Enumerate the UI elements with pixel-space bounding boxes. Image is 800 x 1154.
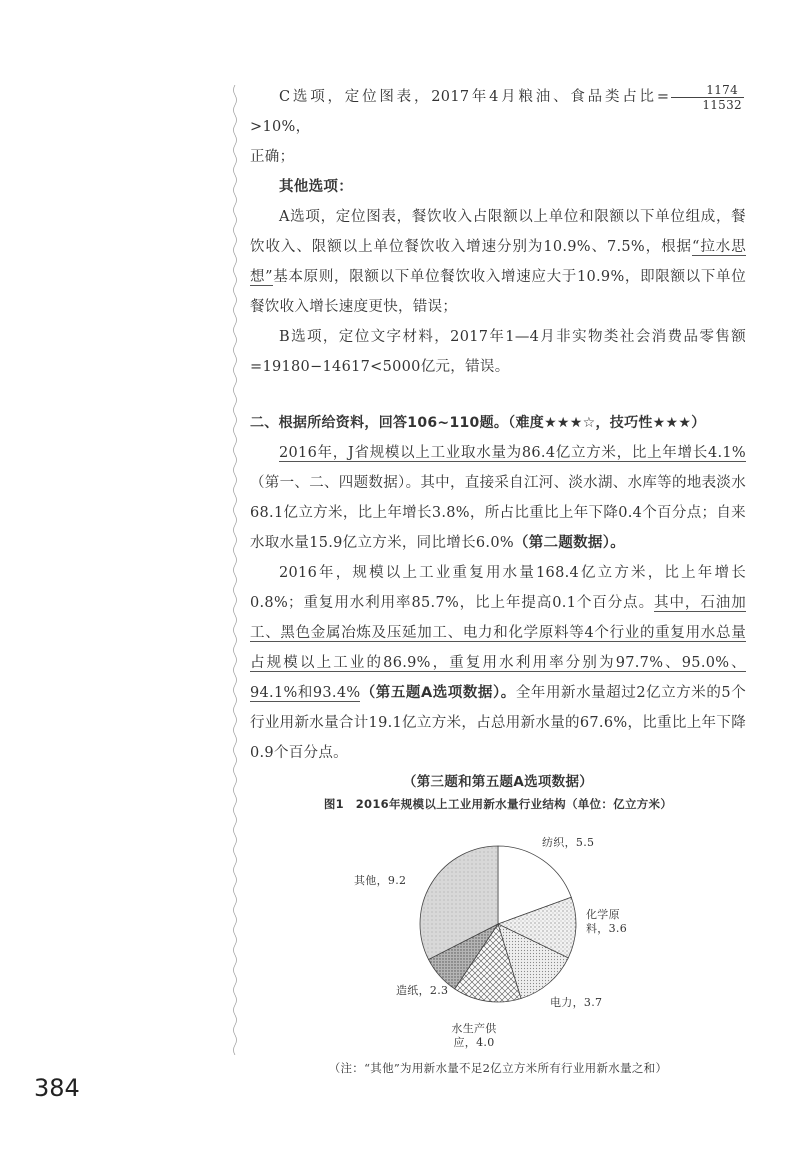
- option-c-verdict: 正确；: [250, 149, 295, 165]
- pie-chart: [250, 814, 746, 1054]
- paragraph-1-text: （第一、二、四题数据）。其中，直接采自江河、淡水湖、水库等的地表淡水68.1亿立方米，比上年增长3.8%，所占比重比上年下降0.4个百分点；自来水取水量15.9亿立方米，同比增长6.0%: [250, 475, 746, 551]
- chart-title: 图1 2016年规模以上工业用新水量行业结构（单位：亿立方米）: [323, 797, 673, 811]
- material-paragraph-1: [250, 438, 746, 558]
- chart-note: （注：“其他”为用新水量不足2亿立方米所有行业用新水量之和）: [328, 1061, 668, 1075]
- page-number: 384: [34, 1074, 80, 1102]
- pie-label-1: 纺织，5.5: [542, 836, 595, 849]
- option-c-compare: >10%，: [250, 119, 311, 135]
- pie-label-3: 电力，3.7: [550, 996, 603, 1009]
- option-a-text-2: 基本原则，限额以下单位餐饮收入增速应大于10.9%，即限额以下单位餐饮收入增长速度更快，错误；: [250, 269, 746, 315]
- pie-label-6: 其他，9.2: [354, 874, 407, 887]
- pie-chart-svg: [250, 814, 746, 1054]
- paragraph-2-text-1: 2016年，规模以上工业重复用水量168.4亿立方米，比上年增长0.8%；重复用水利用率85.7%，比上年提高0.1个百分点。: [250, 565, 746, 611]
- pie-label-5: 造纸，2.3: [396, 984, 449, 997]
- paragraph-2-underlined: 其中，石油加工、黑色金属冶炼及压延加工、电力和化学原料等4个行业的重复用水总量占规模以上工业的86.9%，重复用水利用率分别为97.7%、95.0%、94.1%和93.4%: [250, 595, 746, 701]
- option-a-paragraph: [250, 202, 746, 322]
- pie-label-2: 化学原料，3.6: [586, 908, 627, 935]
- option-a-text-1: A选项，定位图表，餐饮收入占限额以上单位和限额以下单位组成，餐饮收入、限额以上单位餐饮收入增速分别为10.9%、7.5%，根据: [250, 209, 746, 255]
- figure-data-label: （第三题和第五题A选项数据）: [402, 774, 594, 790]
- paragraph-1-underlined: 2016年，J省规模以上工业取水量为86.4亿立方米，比上年增长4.1%: [279, 445, 746, 461]
- option-b-paragraph: B选项，定位文字材料，2017年1—4月非实物类社会消费品零售额=19180−14617<5000亿元，错误。: [250, 329, 746, 375]
- material-paragraph-2: [250, 558, 746, 768]
- option-c-line: [250, 82, 746, 142]
- paragraph-2-text-2: 全年用新水量超过2亿立方米的5个行业用新水量合计19.1亿立方米，占总用新水量的67.6%，比重比上年下降0.9个百分点。: [250, 685, 746, 761]
- paragraph-2-tag: （第五题A选项数据）。: [360, 685, 516, 701]
- option-a-quote: “拉水思想”: [250, 239, 746, 285]
- document-page: [250, 82, 746, 1078]
- binding-margin-line: [232, 85, 238, 1055]
- other-options-title: 其他选项：: [279, 179, 353, 195]
- fraction-1174-11532: [671, 83, 744, 112]
- option-c-text: C选项，定位图表，2017年4月粮油、食品类占比=: [279, 89, 670, 105]
- paragraph-1-tag: （第二题数据）。: [513, 535, 626, 551]
- fraction-numerator: 1174: [671, 83, 744, 98]
- pie-label-4: 水生产供应，4.0: [451, 1022, 497, 1049]
- section-title: 二、根据所给资料，回答106~110题。（难度★★★☆，技巧性★★★）: [250, 415, 706, 431]
- fraction-denominator: 11532: [702, 97, 742, 112]
